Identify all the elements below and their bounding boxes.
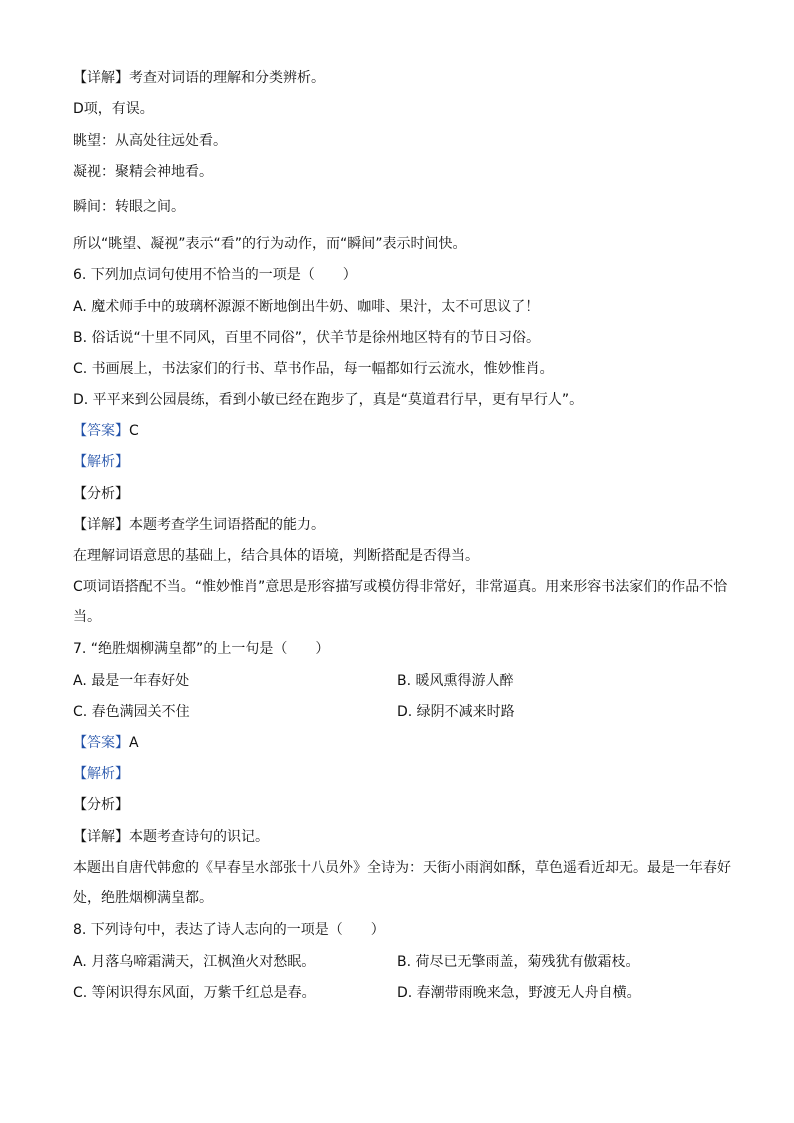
answer-tag: 【答案】 xyxy=(73,423,129,439)
paragraph: 所以“眺望、凝视”表示“看”的行为动作，而“瞬间”表示时间快。 xyxy=(73,236,467,252)
paragraph: 瞬间：转眼之间。 xyxy=(73,199,185,215)
question-7-stem: 7. “绝胜烟柳满皇都”的上一句是（ ） xyxy=(73,641,330,657)
question-6-option-b: B. 俗话说“十里不同风，百里不同俗”，伏羊节是徐州地区特有的节日习俗。 xyxy=(73,330,541,346)
paragraph: 【详解】考查对词语的理解和分类辨析。 xyxy=(73,70,325,86)
question-6-option-c: C. 书画展上，书法家们的行书、草书作品，每一幅都如行云流水，惟妙惟肖。 xyxy=(73,361,554,377)
fenxi-tag: 【分析】 xyxy=(73,486,129,502)
detail: 【详解】本题考查学生词语搭配的能力。 xyxy=(73,517,325,533)
detail: 【详解】本题考查诗句的识记。 xyxy=(73,829,269,845)
paragraph: D项，有误。 xyxy=(73,101,154,117)
question-8-option-a: A. 月落乌啼霜满天，江枫渔火对愁眠。 xyxy=(73,954,316,970)
jiexi-tag: 【解析】 xyxy=(73,454,129,470)
question-6-answer xyxy=(73,421,734,441)
paragraph: 凝视：聚精会神地看。 xyxy=(73,164,213,180)
question-8-option-c: C. 等闲识得东风面，万紫千红总是春。 xyxy=(73,985,316,1001)
question-6-option-d: D. 平平来到公园晨练，看到小敏已经在跑步了，真是“莫道君行早，更有早行人”。 xyxy=(73,392,584,408)
question-8-option-b: B. 荷尽已无擎雨盖，菊残犹有傲霜枝。 xyxy=(397,954,640,970)
question-7-option-c: C. 春色满园关不住 xyxy=(73,704,190,720)
question-8-stem: 8. 下列诗句中，表达了诗人志向的一项是（ ） xyxy=(73,922,385,938)
answer-value: A xyxy=(129,735,139,751)
question-7-option-d: D. 绿阴不减来时路 xyxy=(397,704,515,720)
detail: 本题出自唐代韩愈的《早春呈水部张十八员外》全诗为：天街小雨润如酥，草色遥看近却无。最是一年春好处，绝胜烟柳满皇都。 xyxy=(73,860,731,906)
question-6-stem: 6. 下列加点词句使用不恰当的一项是（ ） xyxy=(73,267,357,283)
question-8-option-d: D. 春潮带雨晚来急，野渡无人舟自横。 xyxy=(397,985,641,1001)
question-7-answer xyxy=(73,733,734,753)
paragraph: 眺望：从高处往远处看。 xyxy=(73,133,227,149)
jiexi-tag: 【解析】 xyxy=(73,766,129,782)
answer-tag: 【答案】 xyxy=(73,735,129,751)
question-7-option-a: A. 最是一年春好处 xyxy=(73,673,190,689)
answer-value: C xyxy=(129,423,139,439)
question-6-option-a: A. 魔术师手中的玻璃杯源源不断地倒出牛奶、咖啡、果汁，太不可思议了！ xyxy=(73,299,540,315)
question-7-option-b: B. 暖风熏得游人醉 xyxy=(397,673,514,689)
fenxi-tag: 【分析】 xyxy=(73,797,129,813)
detail: C项词语搭配不当。“惟妙惟肖”意思是形容描写或模仿得非常好，非常逼真。用来形容书法家们的作品不恰当。 xyxy=(73,579,728,625)
detail: 在理解词语意思的基础上，结合具体的语境，判断搭配是否得当。 xyxy=(73,548,479,564)
